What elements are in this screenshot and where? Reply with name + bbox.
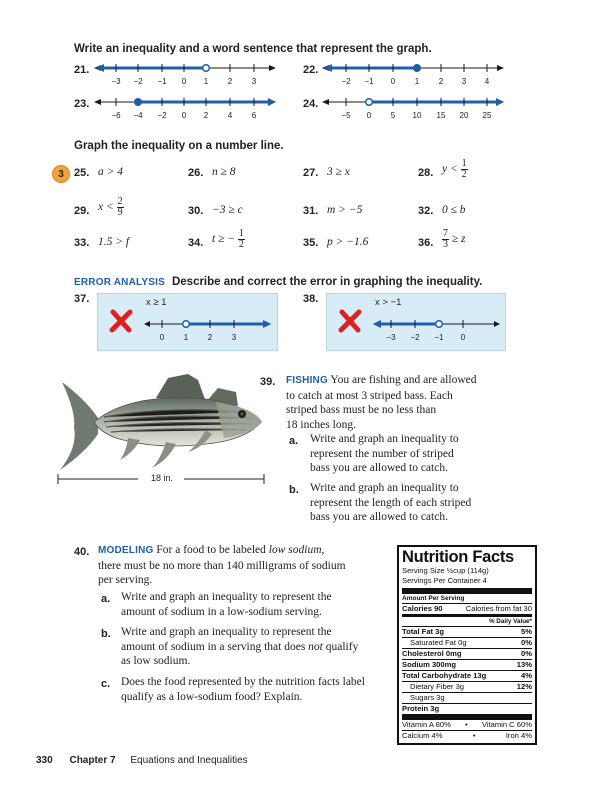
problem-text: −3 ≥ c [212,204,243,216]
nutrient-value: 0% [521,649,532,658]
problem-number: 33. [74,237,90,249]
error-box-38 [326,293,506,351]
tick-label: 6 [251,111,257,120]
number-line-21 [94,56,276,90]
problem-39b-text: Write and graph an inequality to represent the length of each striped bass you are allowed to catch. [310,482,472,523]
tick-label: −4 [133,111,143,120]
tick-label: 0 [460,333,466,342]
serving-size: Serving Size ½cup (114g) [402,566,489,575]
tick-label: 2 [203,111,209,120]
nutrient-value: 5% [521,627,532,636]
tick-label: 15 [436,111,446,120]
tick-label: 3 [461,77,467,86]
tick-label: −1 [434,333,444,342]
page-footer [36,755,248,766]
problem-37-number: 37. [74,293,90,305]
problem-number: 27. [303,167,319,179]
tick-label: −6 [111,111,121,120]
nutrient-label: Cholesterol 0mg [402,649,462,658]
problem-text-fraction: y < $\frac{1}{2}$ [442,158,467,180]
problem-text-fraction: $\frac{7}{3}$ ≥ z [443,228,466,250]
problem-number: 35. [303,237,319,249]
part-a-label: a. [289,435,299,447]
tick-label: −1 [157,77,167,86]
problem-39a-text: Write and graph an inequality to represent the number of striped bass you are allowed to catch. [310,433,459,474]
calories-row: Calories 90 Calories from fat 30 [402,604,532,613]
number-line-37 [144,314,272,346]
tick-label: −5 [341,111,351,120]
nutrient-label: Saturated Fat 0g [410,638,467,647]
part-c-label: c. [101,678,111,690]
nutrient-value: 12% [516,682,532,691]
problem-40-number: 40. [74,546,90,558]
problem-40b-text: Write and graph an inequality to represent the amount of sodium in a serving that does not qualify as low sodium. [121,626,359,667]
error-analysis-heading: ERROR ANALYSIS Describe and correct the error in graphing the inequality. [74,276,483,288]
striped-bass-image [56,372,266,476]
section2-heading: Graph the inequality on a number line. [74,140,284,152]
nutrient-row [402,703,532,714]
tick-label: 20 [459,111,469,120]
problem-23-number: 23. [74,98,90,110]
tick-label: −2 [410,333,420,342]
nutrient-label: Total Fat 3g [402,627,445,636]
tick-label: 3 [251,77,257,86]
tick-label: 25 [482,111,492,120]
tick-label: 5 [390,111,396,120]
problem-39-number: 39. [260,376,276,388]
problem-number: 32. [418,205,434,217]
nutrient-row [402,692,532,703]
problem-text: 0 ≤ b [442,204,466,216]
problem-24-number: 24. [303,98,319,110]
problem-text-fraction: x < $\frac{2}{9}$ [98,196,123,218]
nutrient-value: 0% [521,638,532,647]
red-x-icon [337,308,363,334]
problem-text: 1.5 > f [98,236,130,248]
problem-40-text: MODELING For a food to be labeled low sodium, there must be no more than 140 milligrams of sodium per serving. [98,544,346,586]
problem-number: 25. [74,167,90,179]
mineral-row: Calcium 4% • Iron 4% [402,731,532,740]
tick-label: 0 [366,111,372,120]
problem-text: a > 4 [98,166,124,178]
tick-label: 1 [183,333,189,342]
problem-40c-text: Does the food represented by the nutrition facts label qualify as a low-sodium food? Explain. [121,676,365,703]
tick-label: 1 [203,77,209,86]
nutrient-row [402,670,532,681]
number-line-22 [322,56,504,90]
chapter-title: Equations and Inequalities [130,755,248,766]
nutrient-row [402,648,532,659]
problem-number: 34. [188,237,204,249]
servings-per-container: Servings Per Container 4 [402,576,487,585]
page-number: 330 [36,755,53,766]
nutrient-value: 13% [516,660,532,669]
nutrition-title: Nutrition Facts [402,548,514,566]
problem-39-text: FISHING You are fishing and are allowed to catch at most 3 striped bass. Each striped bass must be no less than 18 inches long. [286,374,477,431]
problem-text: n ≥ 8 [212,166,236,178]
tick-label: 3 [231,333,237,342]
fish-length-label: 18 in. [150,473,174,483]
part-b-label: b. [101,628,111,640]
section1-heading: Write an inequality and a word sentence that represent the graph. [74,43,432,55]
tick-label: 0 [181,111,187,120]
problem-number: 31. [303,205,319,217]
tick-label: 2 [207,333,213,342]
nutrient-row [402,681,532,692]
tick-label: −2 [341,77,351,86]
tick-label: 0 [181,77,187,86]
number-line-24 [322,90,504,124]
tick-label: −3 [386,333,396,342]
tick-label: −2 [133,77,143,86]
open-circle-24 [366,99,373,106]
problem-text: p > −1.6 [327,236,369,248]
nutrient-label: Sugars 3g [410,693,445,702]
nutrition-facts-label [397,545,537,745]
part-a-label: a. [101,593,111,605]
nutrient-row [402,637,532,648]
problem-text: m > −5 [327,204,363,216]
tick-label: −3 [111,77,121,86]
nutrient-row [402,659,532,670]
closed-circle-22 [414,65,421,72]
nutrient-label: Dietary Fiber 3g [410,682,465,691]
tick-label: 10 [412,111,422,120]
tick-label: 4 [227,111,233,120]
tick-label: −2 [157,111,167,120]
nutrient-label: Protein 3g [402,704,440,713]
error-inequality-37: x ≥ 1 [146,297,167,308]
chapter-label: Chapter 7 [69,755,116,766]
problem-number: 30. [188,205,204,217]
number-line-38 [373,314,501,346]
error-box-37 [97,293,278,351]
red-x-icon [108,308,134,334]
nutrient-label: Sodium 300mg [402,660,457,669]
part-b-label: b. [289,484,299,496]
problem-22-number: 22. [303,64,319,76]
tick-label: 0 [159,333,165,342]
problem-number: 26. [188,167,204,179]
tick-label: 2 [438,77,444,86]
error-inequality-38: x > −1 [375,297,402,308]
open-circle-21 [203,65,210,72]
daily-value-header: % Daily Value* [488,618,532,625]
amount-per-serving: Amount Per Serving [402,595,465,602]
tick-label: 0 [390,77,396,86]
tick-label: 2 [227,77,233,86]
problem-number: 28. [418,167,434,179]
nutrient-row [402,626,532,637]
vitamin-row: Vitamin A 80% • Vitamin C 60% [402,720,532,729]
tick-label: 1 [414,77,420,86]
tick-label: 4 [484,77,490,86]
problem-38-number: 38. [303,293,319,305]
tick-label: −1 [364,77,374,86]
problem-text: 3 ≥ x [327,166,350,178]
nutrient-value: 4% [521,671,532,680]
closed-circle-23 [135,99,142,106]
problem-text-fraction: t ≥ − $\frac{1}{2}$ [212,228,244,250]
problem-21-number: 21. [74,64,90,76]
difficulty-badge-icon: 3 [52,165,70,183]
problem-40a-text: Write and graph an inequality to represent the amount of sodium in a low-sodium serving. [121,591,332,618]
nutrient-label: Total Carbohydrate 13g [402,671,487,680]
number-line-21-axis [94,64,276,72]
problem-number: 29. [74,205,90,217]
number-line-23 [94,90,276,124]
problem-number: 36. [418,237,434,249]
